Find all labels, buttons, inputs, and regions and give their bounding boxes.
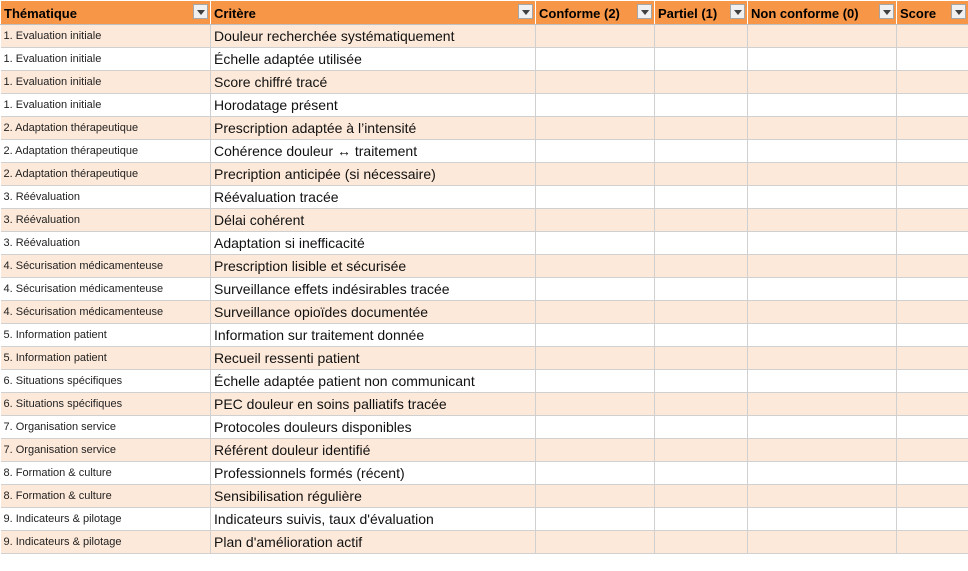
partiel-cell[interactable] bbox=[655, 370, 748, 393]
thematique-cell[interactable]: 9. Indicateurs & pilotage bbox=[1, 531, 211, 554]
filter-dropdown-icon[interactable] bbox=[730, 4, 745, 19]
conforme-cell[interactable] bbox=[536, 232, 655, 255]
table-row bbox=[1, 186, 968, 209]
column-header-score[interactable]: Score bbox=[897, 1, 968, 25]
partiel-cell[interactable] bbox=[655, 232, 748, 255]
non-conforme-cell[interactable] bbox=[748, 163, 897, 186]
score-cell[interactable] bbox=[897, 508, 968, 531]
filter-dropdown-icon[interactable] bbox=[193, 4, 208, 19]
score-cell[interactable] bbox=[897, 48, 968, 71]
table-row bbox=[1, 117, 968, 140]
partiel-cell[interactable] bbox=[655, 439, 748, 462]
critere-cell[interactable]: Réévaluation tracée bbox=[211, 186, 536, 209]
non-conforme-cell[interactable] bbox=[748, 278, 897, 301]
conforme-cell[interactable] bbox=[536, 439, 655, 462]
thematique-cell[interactable]: 4. Sécurisation médicamenteuse bbox=[1, 278, 211, 301]
table-row bbox=[1, 370, 968, 393]
table-row bbox=[1, 163, 968, 186]
conforme-cell[interactable] bbox=[536, 301, 655, 324]
score-cell[interactable] bbox=[897, 186, 968, 209]
score-cell[interactable] bbox=[897, 439, 968, 462]
critere-cell[interactable]: Sensibilisation régulière bbox=[211, 485, 536, 508]
score-cell[interactable] bbox=[897, 209, 968, 232]
critere-cell[interactable]: Échelle adaptée utilisée bbox=[211, 48, 536, 71]
critere-cell[interactable]: Adaptation si inefficacité bbox=[211, 232, 536, 255]
critere-cell[interactable]: Score chiffré tracé bbox=[211, 71, 536, 94]
score-cell[interactable] bbox=[897, 117, 968, 140]
critere-cell[interactable]: Douleur recherchée systématiquement bbox=[211, 25, 536, 48]
non-conforme-cell[interactable] bbox=[748, 232, 897, 255]
score-cell[interactable] bbox=[897, 416, 968, 439]
table-row bbox=[1, 347, 968, 370]
thematique-cell[interactable]: 2. Adaptation thérapeutique bbox=[1, 163, 211, 186]
thematique-cell[interactable]: 5. Information patient bbox=[1, 324, 211, 347]
conforme-cell[interactable] bbox=[536, 416, 655, 439]
partiel-cell[interactable] bbox=[655, 485, 748, 508]
column-header-thematique[interactable]: Thématique bbox=[1, 1, 211, 25]
non-conforme-cell[interactable] bbox=[748, 117, 897, 140]
partiel-cell[interactable] bbox=[655, 416, 748, 439]
column-header-critere[interactable]: Critère bbox=[211, 1, 536, 25]
partiel-cell[interactable] bbox=[655, 301, 748, 324]
score-cell[interactable] bbox=[897, 393, 968, 416]
partiel-cell[interactable] bbox=[655, 278, 748, 301]
table-row bbox=[1, 508, 968, 531]
critere-cell[interactable]: Professionnels formés (récent) bbox=[211, 462, 536, 485]
partiel-cell[interactable] bbox=[655, 163, 748, 186]
conforme-cell[interactable] bbox=[536, 531, 655, 554]
partiel-cell[interactable] bbox=[655, 508, 748, 531]
critere-cell[interactable]: Délai cohérent bbox=[211, 209, 536, 232]
table-row bbox=[1, 301, 968, 324]
column-header-non-conforme[interactable]: Non conforme (0) bbox=[748, 1, 897, 25]
table-row bbox=[1, 324, 968, 347]
partiel-cell[interactable] bbox=[655, 140, 748, 163]
thematique-cell[interactable]: 3. Réévaluation bbox=[1, 209, 211, 232]
critere-cell[interactable]: Échelle adaptée patient non communicant bbox=[211, 370, 536, 393]
thematique-cell[interactable]: 1. Evaluation initiale bbox=[1, 25, 211, 48]
critere-cell[interactable]: Information sur traitement donnée bbox=[211, 324, 536, 347]
critere-cell[interactable]: Surveillance effets indésirables tracée bbox=[211, 278, 536, 301]
non-conforme-cell[interactable] bbox=[748, 140, 897, 163]
partiel-cell[interactable] bbox=[655, 324, 748, 347]
conforme-cell[interactable] bbox=[536, 393, 655, 416]
score-cell[interactable] bbox=[897, 370, 968, 393]
score-cell[interactable] bbox=[897, 485, 968, 508]
thematique-cell[interactable]: 4. Sécurisation médicamenteuse bbox=[1, 301, 211, 324]
conforme-cell[interactable] bbox=[536, 347, 655, 370]
conforme-cell[interactable] bbox=[536, 94, 655, 117]
table-row bbox=[1, 278, 968, 301]
conforme-cell[interactable] bbox=[536, 71, 655, 94]
thematique-cell[interactable]: 8. Formation & culture bbox=[1, 462, 211, 485]
partiel-cell[interactable] bbox=[655, 117, 748, 140]
non-conforme-cell[interactable] bbox=[748, 48, 897, 71]
conforme-cell[interactable] bbox=[536, 140, 655, 163]
conforme-cell[interactable] bbox=[536, 117, 655, 140]
partiel-cell[interactable] bbox=[655, 94, 748, 117]
conforme-cell[interactable] bbox=[536, 255, 655, 278]
conforme-cell[interactable] bbox=[536, 209, 655, 232]
partiel-cell[interactable] bbox=[655, 347, 748, 370]
table-row bbox=[1, 48, 968, 71]
thematique-cell[interactable]: 8. Formation & culture bbox=[1, 485, 211, 508]
thematique-cell[interactable]: 3. Réévaluation bbox=[1, 186, 211, 209]
table-row bbox=[1, 393, 968, 416]
thematique-cell[interactable]: 1. Evaluation initiale bbox=[1, 71, 211, 94]
score-cell[interactable] bbox=[897, 301, 968, 324]
thematique-cell[interactable]: 1. Evaluation initiale bbox=[1, 48, 211, 71]
conforme-cell[interactable] bbox=[536, 25, 655, 48]
thematique-cell[interactable]: 3. Réévaluation bbox=[1, 232, 211, 255]
non-conforme-cell[interactable] bbox=[748, 531, 897, 554]
conforme-cell[interactable] bbox=[536, 186, 655, 209]
non-conforme-cell[interactable] bbox=[748, 393, 897, 416]
partiel-cell[interactable] bbox=[655, 48, 748, 71]
table-row bbox=[1, 71, 968, 94]
thematique-cell[interactable]: 6. Situations spécifiques bbox=[1, 393, 211, 416]
table-row bbox=[1, 209, 968, 232]
thematique-cell[interactable]: 7. Organisation service bbox=[1, 416, 211, 439]
table-row bbox=[1, 255, 968, 278]
partiel-cell[interactable] bbox=[655, 255, 748, 278]
table-row bbox=[1, 531, 968, 554]
partiel-cell[interactable] bbox=[655, 462, 748, 485]
non-conforme-cell[interactable] bbox=[748, 416, 897, 439]
thematique-cell[interactable]: 9. Indicateurs & pilotage bbox=[1, 508, 211, 531]
score-cell[interactable] bbox=[897, 25, 968, 48]
non-conforme-cell[interactable] bbox=[748, 255, 897, 278]
table-row bbox=[1, 140, 968, 163]
score-cell[interactable] bbox=[897, 278, 968, 301]
score-cell[interactable] bbox=[897, 324, 968, 347]
column-header-partiel[interactable]: Partiel (1) bbox=[655, 1, 748, 25]
filter-dropdown-icon[interactable] bbox=[879, 4, 894, 19]
non-conforme-cell[interactable] bbox=[748, 186, 897, 209]
column-header-conforme[interactable]: Conforme (2) bbox=[536, 1, 655, 25]
filter-dropdown-icon[interactable] bbox=[951, 4, 966, 19]
filter-dropdown-icon[interactable] bbox=[637, 4, 652, 19]
score-cell[interactable] bbox=[897, 462, 968, 485]
score-cell[interactable] bbox=[897, 531, 968, 554]
critere-cell[interactable]: Precription anticipée (si nécessaire) bbox=[211, 163, 536, 186]
table-row bbox=[1, 94, 968, 117]
conforme-cell[interactable] bbox=[536, 508, 655, 531]
table-row bbox=[1, 485, 968, 508]
table-row bbox=[1, 462, 968, 485]
critere-cell[interactable]: Indicateurs suivis, taux d'évaluation bbox=[211, 508, 536, 531]
non-conforme-cell[interactable] bbox=[748, 370, 897, 393]
filter-dropdown-icon[interactable] bbox=[518, 4, 533, 19]
critere-cell[interactable]: Prescription adaptée à l’intensité bbox=[211, 117, 536, 140]
thematique-cell[interactable]: 1. Evaluation initiale bbox=[1, 94, 211, 117]
non-conforme-cell[interactable] bbox=[748, 301, 897, 324]
score-cell[interactable] bbox=[897, 94, 968, 117]
score-cell[interactable] bbox=[897, 140, 968, 163]
partiel-cell[interactable] bbox=[655, 393, 748, 416]
conforme-cell[interactable] bbox=[536, 462, 655, 485]
thematique-cell[interactable]: 7. Organisation service bbox=[1, 439, 211, 462]
critere-cell[interactable]: Référent douleur identifié bbox=[211, 439, 536, 462]
conforme-cell[interactable] bbox=[536, 163, 655, 186]
critere-cell[interactable]: Protocoles douleurs disponibles bbox=[211, 416, 536, 439]
non-conforme-cell[interactable] bbox=[748, 94, 897, 117]
thematique-cell[interactable]: 2. Adaptation thérapeutique bbox=[1, 140, 211, 163]
conforme-cell[interactable] bbox=[536, 485, 655, 508]
thematique-cell[interactable]: 6. Situations spécifiques bbox=[1, 370, 211, 393]
non-conforme-cell[interactable] bbox=[748, 71, 897, 94]
conforme-cell[interactable] bbox=[536, 278, 655, 301]
conforme-cell[interactable] bbox=[536, 370, 655, 393]
non-conforme-cell[interactable] bbox=[748, 209, 897, 232]
critere-cell[interactable]: Recueil ressenti patient bbox=[211, 347, 536, 370]
table-row bbox=[1, 439, 968, 462]
non-conforme-cell[interactable] bbox=[748, 324, 897, 347]
non-conforme-cell[interactable] bbox=[748, 347, 897, 370]
non-conforme-cell[interactable] bbox=[748, 439, 897, 462]
table-row bbox=[1, 25, 968, 48]
critere-cell[interactable]: Cohérence douleur ↔ traitement bbox=[211, 140, 536, 163]
score-cell[interactable] bbox=[897, 255, 968, 278]
table-header bbox=[1, 1, 968, 25]
score-cell[interactable] bbox=[897, 347, 968, 370]
conforme-cell[interactable] bbox=[536, 48, 655, 71]
score-cell[interactable] bbox=[897, 163, 968, 186]
critere-cell[interactable]: Surveillance opioïdes documentée bbox=[211, 301, 536, 324]
non-conforme-cell[interactable] bbox=[748, 485, 897, 508]
partiel-cell[interactable] bbox=[655, 531, 748, 554]
table-row bbox=[1, 416, 968, 439]
table-body bbox=[1, 25, 968, 554]
partiel-cell[interactable] bbox=[655, 186, 748, 209]
score-cell[interactable] bbox=[897, 71, 968, 94]
critere-cell[interactable]: PEC douleur en soins palliatifs tracée bbox=[211, 393, 536, 416]
partiel-cell[interactable] bbox=[655, 209, 748, 232]
thematique-cell[interactable]: 2. Adaptation thérapeutique bbox=[1, 117, 211, 140]
critere-cell[interactable]: Horodatage présent bbox=[211, 94, 536, 117]
thematique-cell[interactable]: 4. Sécurisation médicamenteuse bbox=[1, 255, 211, 278]
non-conforme-cell[interactable] bbox=[748, 462, 897, 485]
non-conforme-cell[interactable] bbox=[748, 508, 897, 531]
partiel-cell[interactable] bbox=[655, 71, 748, 94]
critere-cell[interactable]: Plan d'amélioration actif bbox=[211, 531, 536, 554]
score-cell[interactable] bbox=[897, 232, 968, 255]
critere-cell[interactable]: Prescription lisible et sécurisée bbox=[211, 255, 536, 278]
non-conforme-cell[interactable] bbox=[748, 25, 897, 48]
partiel-cell[interactable] bbox=[655, 25, 748, 48]
thematique-cell[interactable]: 5. Information patient bbox=[1, 347, 211, 370]
table-row bbox=[1, 232, 968, 255]
conforme-cell[interactable] bbox=[536, 324, 655, 347]
